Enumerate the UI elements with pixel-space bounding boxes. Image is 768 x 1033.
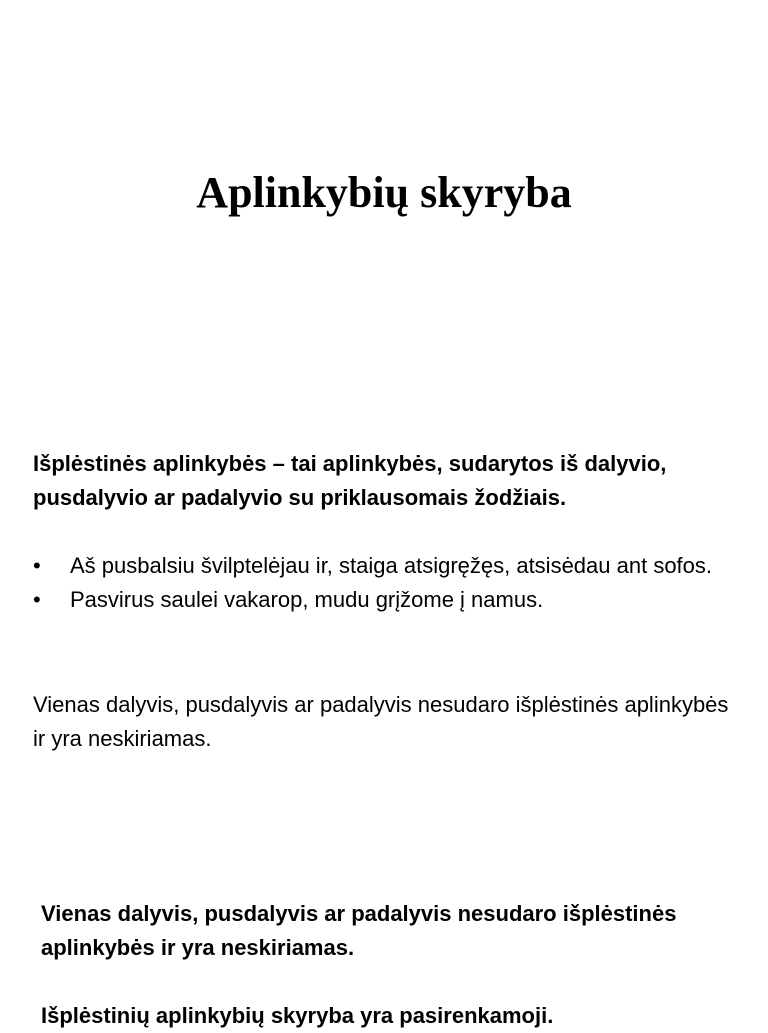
list-item xyxy=(33,549,745,583)
note-paragraph: Vienas dalyvis, pusdalyvis ar padalyvis nesudaro išplėstinės aplinkybės ir yra neskiriamas. xyxy=(33,692,729,751)
page-title: Aplinkybių skyryba xyxy=(196,168,572,217)
example-text: Pasvirus saulei vakarop, mudu grįžome į namus. xyxy=(70,587,544,612)
definition-paragraph: Išplėstinės aplinkybės – tai aplinkybės, sudarytos iš dalyvio, pusdalyvio ar padalyvio su priklausomais žodžiais. xyxy=(33,451,667,510)
bottom-note: Vienas dalyvis, pusdalyvis ar padalyvis nesudaro išplėstinės aplinkybės ir yra neskiriamas. xyxy=(41,901,677,960)
spacer xyxy=(41,965,751,999)
list-item xyxy=(33,583,745,617)
examples-list xyxy=(33,549,745,617)
bullet-icon: • xyxy=(33,587,41,612)
bottom-statement: Išplėstinių aplinkybių skyryba yra pasirenkamoji. xyxy=(41,1003,554,1028)
example-text: Aš pusbalsiu švilptelėjau ir, staiga atsigręžęs, atsisėdau ant sofos. xyxy=(70,553,713,578)
bullet-icon: • xyxy=(33,553,41,578)
bottom-section xyxy=(41,897,751,1033)
